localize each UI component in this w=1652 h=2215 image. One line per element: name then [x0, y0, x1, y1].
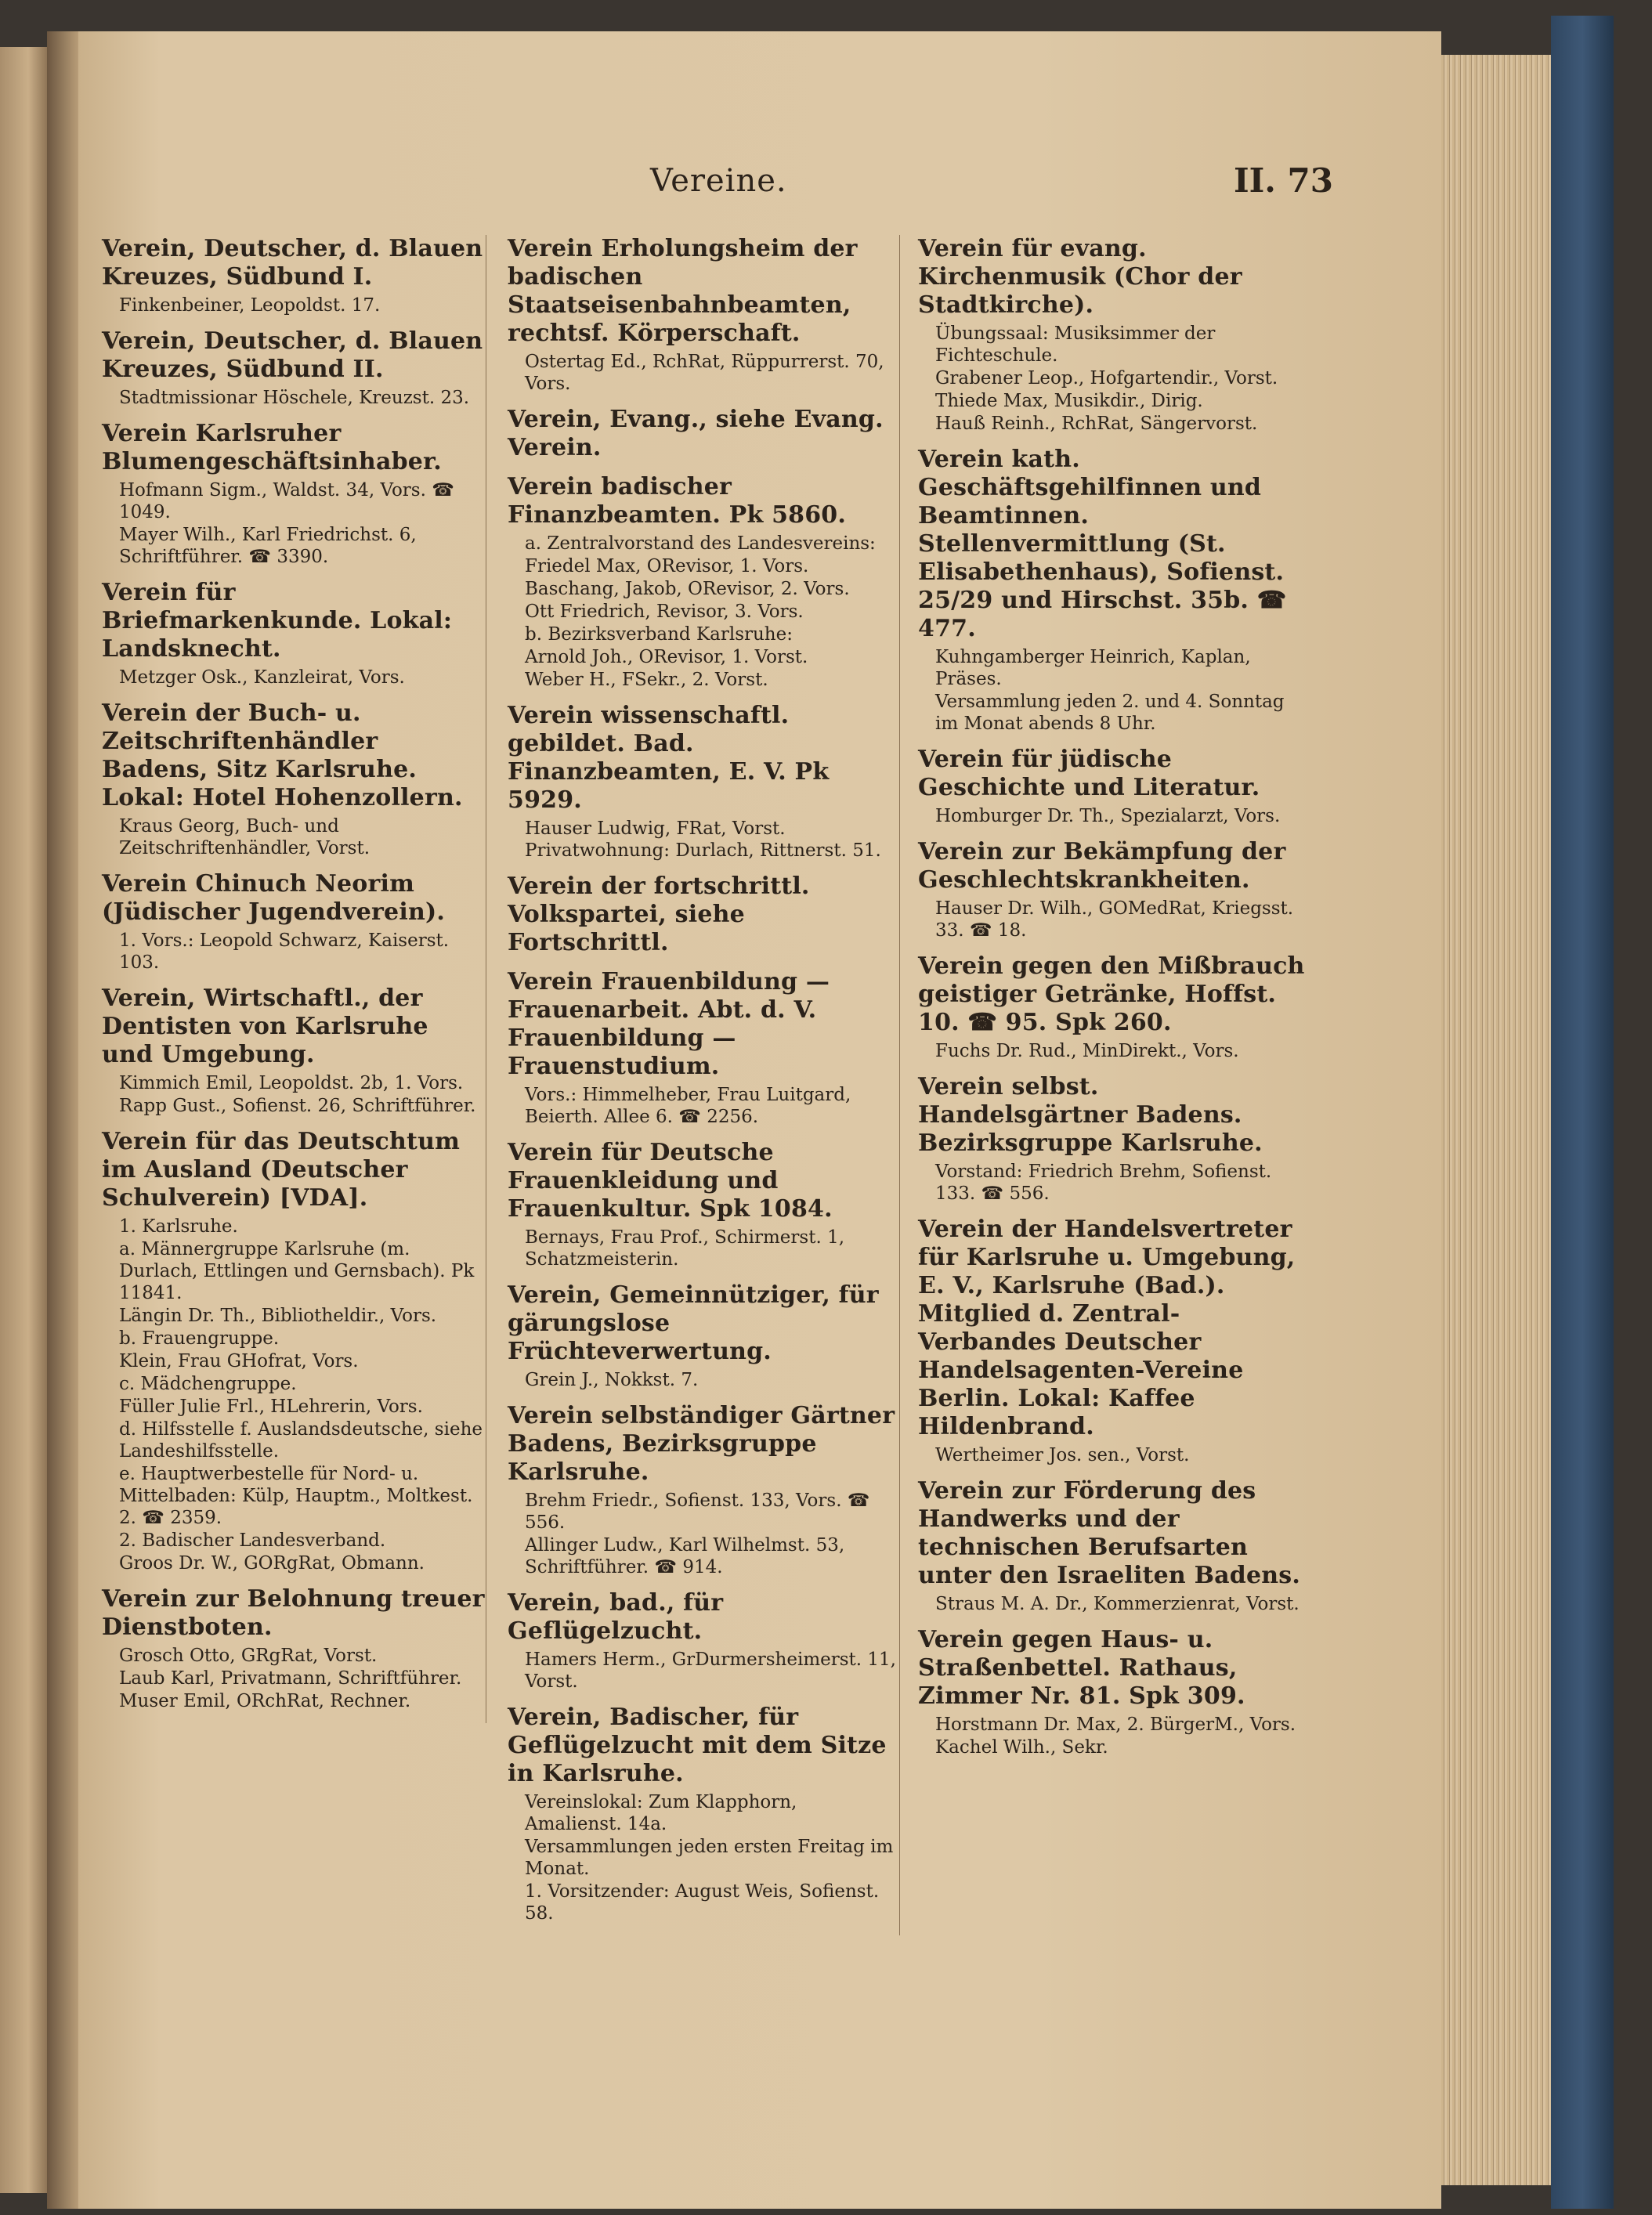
entry-heading: Verein, Deutscher, d. Blauen Kreuzes, Südbund I.	[102, 235, 483, 291]
directory-entry	[508, 702, 899, 862]
entry-details	[918, 323, 1310, 435]
directory-entry	[508, 1402, 899, 1578]
entry-heading: Verein für jüdische Geschichte und Literatur.	[918, 746, 1260, 801]
entry-details	[918, 898, 1310, 941]
directory-entry	[918, 1073, 1310, 1205]
entry-detail-line: Friedel Max, ORevisor, 1. Vors.	[525, 556, 809, 576]
entry-heading: Verein, bad., für Geflügelzucht.	[508, 1589, 724, 1645]
directory-entry	[508, 235, 899, 395]
entry-detail-line: Thiede Max, Musikdir., Dirig.	[935, 391, 1203, 411]
entry-detail-line: Fuchs Dr. Rud., MinDirekt., Vors.	[935, 1041, 1239, 1061]
entry-heading: Verein wissenschaftl. gebildet. Bad. Finanzbeamten, E. V. Pk 5929.	[508, 702, 830, 814]
entry-details	[102, 1072, 486, 1117]
entry-heading: Verein für das Deutschtum im Ausland (Deutscher Schulverein) [VDA].	[102, 1128, 461, 1212]
entry-detail-line: Allinger Ludw., Karl Wilhelmst. 53, Schriftführer. ☎ 914.	[525, 1535, 845, 1577]
directory-entry	[102, 327, 486, 409]
entry-detail-line: 1. Vors.: Leopold Schwarz, Kaiserst. 103.	[119, 930, 450, 973]
entry-detail-line: Straus M. A. Dr., Kommerzienrat, Vorst.	[935, 1594, 1300, 1614]
entry-detail-line: b. Bezirksverband Karlsruhe:	[525, 624, 793, 645]
directory-entry	[918, 1216, 1310, 1466]
entry-heading: Verein, Evang., siehe Evang. Verein.	[508, 406, 884, 461]
entry-heading: Verein der Buch- u. Zeitschriftenhändler Badens, Sitz Karlsruhe. Lokal: Hotel Hohenzollern.	[102, 699, 463, 811]
entry-detail-line: Grabener Leop., Hofgartendir., Vorst.	[935, 368, 1278, 388]
column-2	[508, 235, 900, 1935]
entry-heading: Verein Frauenbildung — Frauenarbeit. Abt. d. V. Frauenbildung — Frauenstudium.	[508, 968, 830, 1080]
directory-entry	[918, 952, 1310, 1062]
directory-entry	[508, 1589, 899, 1693]
entry-heading: Verein der fortschrittl. Volkspartei, siehe Fortschrittl.	[508, 873, 810, 956]
book-cover	[1551, 16, 1614, 2209]
entry-detail-line: Kimmich Emil, Leopoldst. 2b, 1. Vors.	[119, 1073, 464, 1093]
entry-detail-line: Hofmann Sigm., Waldst. 34, Vors. ☎ 1049.	[119, 480, 454, 522]
entry-heading: Verein zur Bekämpfung der Geschlechtskrankheiten.	[918, 838, 1286, 894]
entry-detail-line: Metzger Osk., Kanzleirat, Vors.	[119, 667, 405, 688]
entry-details	[508, 1649, 899, 1693]
entry-detail-line: Brehm Friedr., Sofienst. 133, Vors. ☎ 556.	[525, 1491, 870, 1533]
entry-detail-line: Kachel Wilh., Sekr.	[935, 1737, 1108, 1758]
directory-entry	[102, 235, 486, 316]
entry-detail-line: Kraus Georg, Buch- und Zeitschriftenhändler, Vorst.	[119, 816, 371, 858]
entry-detail-line: Grein J., Nokkst. 7.	[525, 1370, 699, 1390]
entry-detail-line: 2. Badischer Landesverband.	[119, 1530, 386, 1551]
entry-details	[918, 1161, 1310, 1205]
entry-detail-line: Laub Karl, Privatmann, Schriftführer.	[119, 1668, 462, 1689]
entry-heading: Verein der Handelsvertreter für Karlsruhe u. Umgebung, E. V., Karlsruhe (Bad.). Mitglied d. Zentral-Verbandes Deutscher Handelsagenten-Vereine Berlin. Lokal: Kaffee Hildenbrand.	[918, 1216, 1296, 1440]
directory-entry	[918, 838, 1310, 941]
entry-details	[102, 667, 486, 688]
directory-entry	[918, 1477, 1310, 1615]
entry-heading: Verein, Badischer, für Geflügelzucht mit dem Sitze in Karlsruhe.	[508, 1704, 887, 1787]
entry-details	[102, 387, 486, 409]
entry-details	[508, 1791, 899, 1924]
entry-heading: Verein selbständiger Gärtner Badens, Bezirksgruppe Karlsruhe.	[508, 1402, 895, 1486]
entry-detail-line: e. Hauptwerbestelle für Nord- u. Mittelbaden: Külp, Hauptm., Moltkest. 2. ☎ 2359.	[119, 1464, 473, 1528]
entry-detail-line: 1. Vorsitzender: August Weis, Sofienst. 58.	[525, 1881, 880, 1924]
entry-detail-line: Baschang, Jakob, ORevisor, 2. Vors.	[525, 579, 850, 599]
running-head: Vereine.	[650, 163, 787, 199]
entry-detail-line: b. Frauengruppe.	[119, 1328, 280, 1349]
entry-detail-line: Vorstand: Friedrich Brehm, Sofienst. 133. ☎ 556.	[935, 1162, 1272, 1204]
entry-detail-line: Ostertag Ed., RchRat, Rüppurrerst. 70, Vors.	[525, 352, 884, 394]
entry-heading: Verein, Deutscher, d. Blauen Kreuzes, Südbund II.	[102, 327, 483, 383]
left-page-edge	[0, 47, 47, 2193]
entry-detail-line: Kuhngamberger Heinrich, Kaplan, Präses.	[935, 647, 1251, 689]
entry-details	[918, 1444, 1310, 1466]
page-edges	[1441, 55, 1551, 2185]
entry-details	[102, 1216, 486, 1574]
entry-heading: Verein Karlsruher Blumengeschäftsinhaber.	[102, 420, 442, 475]
directory-entry	[102, 1128, 486, 1574]
entry-detail-line: Finkenbeiner, Leopoldst. 17.	[119, 295, 381, 316]
entry-detail-line: a. Männergruppe Karlsruhe (m. Durlach, Ettlingen und Gernsbach). Pk 11841.	[119, 1239, 475, 1303]
page-number: II. 73	[1234, 161, 1333, 200]
entry-details	[918, 646, 1310, 735]
entry-detail-line: Vors.: Himmelheber, Frau Luitgard, Beierth. Allee 6. ☎ 2256.	[525, 1085, 851, 1127]
entry-details	[102, 815, 486, 859]
entry-details	[508, 533, 899, 691]
entry-details	[508, 1084, 899, 1128]
directory-entry	[508, 1281, 899, 1391]
entry-detail-line: Stadtmissionar Höschele, Kreuzst. 23.	[119, 388, 470, 408]
entry-detail-line: a. Zentralvorstand des Landesvereins:	[525, 533, 876, 554]
entry-heading: Verein kath. Geschäftsgehilfinnen und Beamtinnen. Stellenvermittlung (St. Elisabethenhaus), Sofienst. 25/29 und Hirschst. 35b. ☎ 477.	[918, 446, 1287, 642]
entry-details	[102, 930, 486, 974]
entry-heading: Verein badischer Finanzbeamten. Pk 5860.	[508, 473, 847, 529]
directory-entry	[918, 235, 1310, 435]
entry-details	[918, 1593, 1310, 1615]
entry-detail-line: Übungssaal: Musiksimmer der Fichteschule.	[935, 323, 1216, 366]
entry-detail-line: Versammlung jeden 2. und 4. Sonntag im Monat abends 8 Uhr.	[935, 692, 1285, 734]
entry-details	[102, 479, 486, 568]
entry-detail-line: c. Mädchengruppe.	[119, 1374, 297, 1394]
entry-details	[508, 351, 899, 395]
entry-detail-line: Mayer Wilh., Karl Friedrichst. 6, Schriftführer. ☎ 3390.	[119, 525, 417, 567]
entry-detail-line: 1. Karlsruhe.	[119, 1216, 238, 1237]
entry-detail-line: Hauser Dr. Wilh., GOMedRat, Kriegsst. 33. ☎ 18.	[935, 898, 1294, 941]
entry-detail-line: Horstmann Dr. Max, 2. BürgerM., Vors.	[935, 1715, 1296, 1735]
entry-detail-line: Versammlungen jeden ersten Freitag im Monat.	[525, 1837, 894, 1879]
entry-heading: Verein gegen Haus- u. Straßenbettel. Rathaus, Zimmer Nr. 81. Spk 309.	[918, 1626, 1245, 1710]
entry-detail-line: Ott Friedrich, Revisor, 3. Vors.	[525, 602, 804, 622]
entry-detail-line: Wertheimer Jos. sen., Vorst.	[935, 1445, 1190, 1465]
entry-heading: Verein gegen den Mißbrauch geistiger Getränke, Hoffst. 10. ☎ 95. Spk 260.	[918, 952, 1305, 1036]
directory-entry	[102, 1585, 486, 1712]
entry-detail-line: Rapp Gust., Sofienst. 26, Schriftführer.	[119, 1096, 476, 1116]
entry-detail-line: Homburger Dr. Th., Spezialarzt, Vors.	[935, 806, 1281, 826]
entry-heading: Verein zur Belohnung treuer Dienstboten.	[102, 1585, 485, 1641]
entry-details	[918, 1714, 1310, 1758]
entry-details	[918, 805, 1310, 827]
entry-detail-line: Bernays, Frau Prof., Schirmerst. 1, Schatzmeisterin.	[525, 1227, 845, 1270]
entry-detail-line: Längin Dr. Th., Bibliotheldir., Vors.	[119, 1306, 437, 1326]
entry-detail-line: Grosch Otto, GRgRat, Vorst.	[119, 1646, 378, 1666]
entry-detail-line: Arnold Joh., ORevisor, 1. Vorst.	[525, 647, 808, 667]
entry-detail-line: Hauß Reinh., RchRat, Sängervorst.	[935, 414, 1258, 434]
entry-details	[102, 294, 486, 316]
entry-detail-line: Groos Dr. W., GORgRat, Obmann.	[119, 1553, 425, 1574]
entry-heading: Verein für evang. Kirchenmusik (Chor der Stadtkirche).	[918, 235, 1242, 319]
entry-detail-line: Hauser Ludwig, FRat, Vorst. Privatwohnung: Durlach, Rittnerst. 51.	[525, 818, 881, 861]
directory-entry	[508, 473, 899, 691]
entry-heading: Verein zur Förderung des Handwerks und der technischen Berufsarten unter den Israeliten Badens.	[918, 1477, 1300, 1589]
entry-details	[508, 1490, 899, 1578]
entry-heading: Verein Chinuch Neorim (Jüdischer Jugendverein).	[102, 870, 445, 926]
entry-detail-line: d. Hilfsstelle f. Auslandsdeutsche, siehe Landeshilfsstelle.	[119, 1419, 483, 1462]
directory-entry	[102, 699, 486, 859]
column-1	[102, 235, 486, 1723]
directory-entry	[508, 1139, 899, 1270]
entry-details	[508, 818, 899, 862]
directory-entry	[918, 446, 1310, 735]
entry-details	[508, 1227, 899, 1270]
column-3	[918, 235, 1310, 1769]
directory-entry	[102, 579, 486, 688]
entry-heading: Verein, Wirtschaftl., der Dentisten von Karlsruhe und Umgebung.	[102, 985, 428, 1068]
entry-heading: Verein für Briefmarkenkunde. Lokal: Landsknecht.	[102, 579, 453, 663]
entry-detail-line: Weber H., FSekr., 2. Vorst.	[525, 670, 768, 690]
directory-entry	[102, 985, 486, 1117]
entry-detail-line: Vereinslokal: Zum Klapphorn, Amalienst. 14a.	[525, 1792, 797, 1834]
entry-detail-line: Muser Emil, ORchRat, Rechner.	[119, 1691, 411, 1711]
entry-details	[508, 1369, 899, 1391]
directory-entry	[508, 968, 899, 1128]
directory-entry	[102, 420, 486, 568]
entry-heading: Verein Erholungsheim der badischen Staatseisenbahnbeamten, rechtsf. Körperschaft.	[508, 235, 858, 347]
directory-entry	[508, 873, 899, 957]
entry-detail-line: Hamers Herm., GrDurmersheimerst. 11, Vorst.	[525, 1650, 896, 1692]
entry-details	[102, 1645, 486, 1712]
spine-gutter	[47, 31, 78, 2209]
entry-detail-line: Klein, Frau GHofrat, Vors.	[119, 1351, 359, 1371]
directory-entry	[918, 746, 1310, 827]
entry-detail-line: Füller Julie Frl., HLehrerin, Vors.	[119, 1397, 423, 1417]
directory-entry	[508, 1704, 899, 1924]
directory-entry	[102, 870, 486, 974]
entry-heading: Verein, Gemeinnütziger, für gärungslose Früchteverwertung.	[508, 1281, 879, 1365]
directory-entry	[508, 406, 899, 462]
entry-heading: Verein für Deutsche Frauenkleidung und Frauenkultur. Spk 1084.	[508, 1139, 833, 1223]
entry-details	[918, 1040, 1310, 1062]
directory-entry	[918, 1626, 1310, 1758]
entry-heading: Verein selbst. Handelsgärtner Badens. Bezirksgruppe Karlsruhe.	[918, 1073, 1263, 1157]
